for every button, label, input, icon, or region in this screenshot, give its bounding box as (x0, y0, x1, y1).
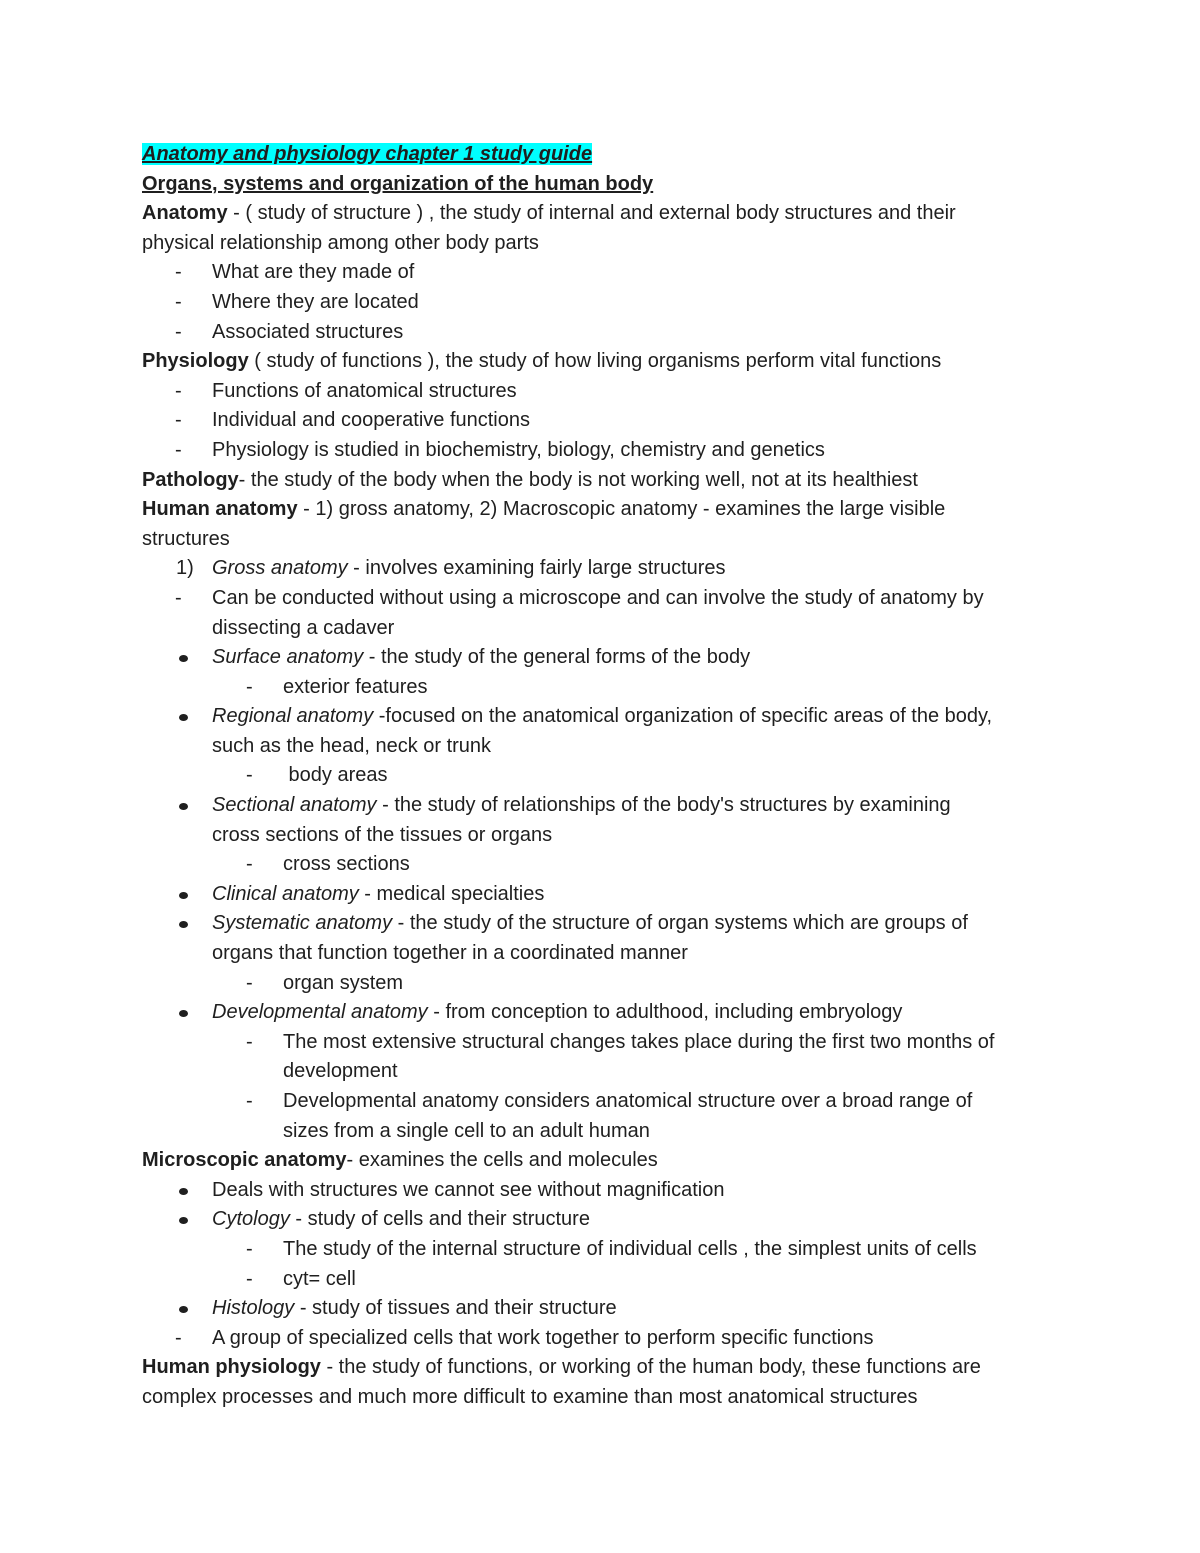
term-anatomy: Anatomy (142, 202, 228, 225)
list-item-text: cross sections (283, 853, 410, 876)
list-item-text: - the study of the structure of organ systems which are groups of (392, 912, 968, 935)
numbered-item (142, 554, 1072, 584)
bullet-item (142, 998, 1072, 1028)
bullet-icon (179, 1188, 188, 1195)
list-item (142, 288, 1072, 318)
list-item-text: Can be conducted without using a microscope and can involve the study of anatomy by (212, 586, 984, 609)
list-item-text: Physiology is studied in biochemistry, biology, chemistry and genetics (212, 438, 825, 461)
bullet-item (142, 909, 1072, 968)
list-item-text: Functions of anatomical structures (212, 379, 517, 402)
dash-marker: - (175, 1326, 182, 1349)
bullet-item (142, 1205, 1072, 1235)
bullet-item (142, 643, 1072, 673)
list-item (142, 318, 1072, 348)
term-pathology: Pathology (142, 468, 239, 491)
term-human-anatomy: Human anatomy (142, 498, 298, 521)
microscopic-anatomy-definition-text: - examines the cells and molecules (346, 1149, 658, 1172)
physiology-definition (142, 347, 1072, 377)
dash-marker: - (175, 409, 182, 432)
dash-marker: - (175, 290, 182, 313)
human-anatomy-definition-text: - 1) gross anatomy, 2) Macroscopic anatomy - examines the large visible (297, 498, 946, 521)
sub-list-item (142, 969, 1072, 999)
bullet-icon (179, 1217, 188, 1224)
list-item-text: Where they are located (212, 290, 419, 313)
list-item-text-cont: organs that function together in a coordinated manner (212, 942, 688, 965)
dash-marker: - (246, 675, 253, 698)
list-item-text: organ system (283, 971, 404, 994)
dash-marker: - (246, 1090, 253, 1112)
term-developmental-anatomy: Developmental anatomy (212, 1001, 428, 1024)
human-physiology-definition-text: - the study of functions, or working of the human body, these functions are (320, 1356, 981, 1379)
term-gross-anatomy: Gross anatomy (212, 557, 348, 580)
list-item-text: The study of the internal structure of individual cells , the simplest units of cells (283, 1237, 977, 1260)
sub-list-item (142, 761, 1072, 791)
bullet-item (142, 1294, 1072, 1324)
list-item-text: - study of cells and their structure (289, 1208, 590, 1231)
list-item-text: Individual and cooperative functions (212, 409, 530, 432)
dash-marker: - (246, 764, 253, 787)
bullet-icon (179, 1306, 188, 1313)
list-item-text: A group of specialized cells that work together to perform specific functions (212, 1326, 874, 1349)
human-physiology-definition-cont: complex processes and much more difficult to examine than most anatomical structures (142, 1385, 918, 1408)
term-cytology: Cytology (212, 1208, 290, 1231)
document-subtitle: Organs, systems and organization of the human body (142, 172, 654, 195)
list-item-text-cont: dissecting a cadaver (212, 616, 395, 639)
dash-marker: - (175, 586, 182, 609)
list-item-text-cont: development (283, 1060, 398, 1083)
sub-list-item (142, 1235, 1072, 1265)
list-item-text: body areas (283, 764, 388, 787)
list-item (142, 406, 1072, 436)
list-item-text-cont: sizes from a single cell to an adult human (283, 1119, 650, 1142)
anatomy-definition (142, 199, 1072, 229)
anatomy-definition-text: - ( study of structure ) , the study of internal and external body structures and their (227, 202, 956, 225)
list-item (142, 258, 1072, 288)
human-physiology-definition (142, 1353, 1072, 1383)
list-item-text: Developmental anatomy considers anatomical structure over a broad range of (283, 1090, 973, 1112)
term-clinical-anatomy: Clinical anatomy (212, 882, 359, 905)
pathology-definition (142, 466, 1072, 496)
list-item-text: cyt= cell (283, 1267, 356, 1290)
pathology-definition-text: - the study of the body when the body is not working well, not at its healthiest (238, 468, 918, 491)
list-item-text: -focused on the anatomical organization of specific areas of the body, (373, 705, 993, 728)
dash-marker: - (175, 438, 182, 461)
bullet-icon (179, 655, 188, 662)
bullet-item (142, 791, 1072, 850)
list-item (142, 584, 1072, 643)
anatomy-definition-cont: physical relationship among other body parts (142, 231, 539, 254)
list-item-text: - from conception to adulthood, including embryology (427, 1001, 903, 1024)
bullet-item (142, 880, 1072, 910)
list-item (142, 436, 1072, 466)
list-item-text: Associated structures (212, 320, 404, 343)
dash-marker: - (175, 261, 182, 284)
sub-list-item (142, 673, 1072, 703)
dash-marker: - (246, 1267, 253, 1290)
sub-list-item (142, 850, 1072, 880)
human-anatomy-definition-cont: structures (142, 527, 230, 550)
list-item-text-cont: such as the head, neck or trunk (212, 734, 492, 757)
term-systematic-anatomy: Systematic anatomy (212, 912, 393, 935)
list-item-text: exterior features (283, 675, 428, 698)
list-item-text: - involves examining fairly large structures (347, 557, 726, 580)
number-marker: 1) (176, 557, 194, 580)
bullet-icon (179, 921, 188, 928)
term-sectional-anatomy: Sectional anatomy (212, 794, 377, 817)
bullet-icon (179, 714, 188, 721)
list-item-text: Deals with structures we cannot see without magnification (212, 1178, 725, 1201)
bullet-item (142, 1176, 1072, 1206)
list-item (142, 377, 1072, 407)
list-item-text: What are they made of (212, 261, 415, 284)
term-human-physiology: Human physiology (142, 1356, 321, 1379)
dash-marker: - (246, 971, 253, 994)
dash-marker: - (175, 320, 182, 343)
list-item-text: - the study of relationships of the body's structures by examining (376, 794, 951, 817)
dash-marker: - (246, 853, 253, 876)
term-microscopic-anatomy: Microscopic anatomy (142, 1149, 347, 1172)
dash-marker: - (175, 379, 182, 402)
human-anatomy-definition (142, 495, 1072, 525)
physiology-definition-text: ( study of functions ), the study of how living organisms perform vital functions (248, 350, 942, 373)
term-surface-anatomy: Surface anatomy (212, 646, 364, 669)
list-item-text: - study of tissues and their structure (294, 1297, 617, 1320)
dash-marker: - (246, 1030, 253, 1053)
subtitle-line (142, 170, 1072, 200)
sub-list-item (142, 1028, 1072, 1087)
list-item-text: - medical specialties (358, 882, 545, 905)
list-item (142, 1324, 1072, 1354)
bullet-item (142, 702, 1072, 761)
title-line (142, 140, 1072, 170)
term-regional-anatomy: Regional anatomy (212, 705, 374, 728)
bullet-icon (179, 803, 188, 810)
list-item-text: - the study of the general forms of the body (363, 646, 751, 669)
sub-list-item (142, 1265, 1072, 1295)
term-physiology: Physiology (142, 350, 249, 373)
bullet-icon (179, 1010, 188, 1017)
list-item-text: The most extensive structural changes takes place during the first two months of (283, 1030, 995, 1053)
term-histology: Histology (212, 1297, 295, 1320)
sub-list-item (142, 1087, 1072, 1146)
document-title: Anatomy and physiology chapter 1 study guide (142, 143, 593, 165)
bullet-icon (179, 892, 188, 899)
microscopic-anatomy-definition (142, 1146, 1072, 1176)
list-item-text-cont: cross sections of the tissues or organs (212, 823, 553, 846)
dash-marker: - (246, 1237, 253, 1260)
document-content (142, 140, 1072, 1413)
